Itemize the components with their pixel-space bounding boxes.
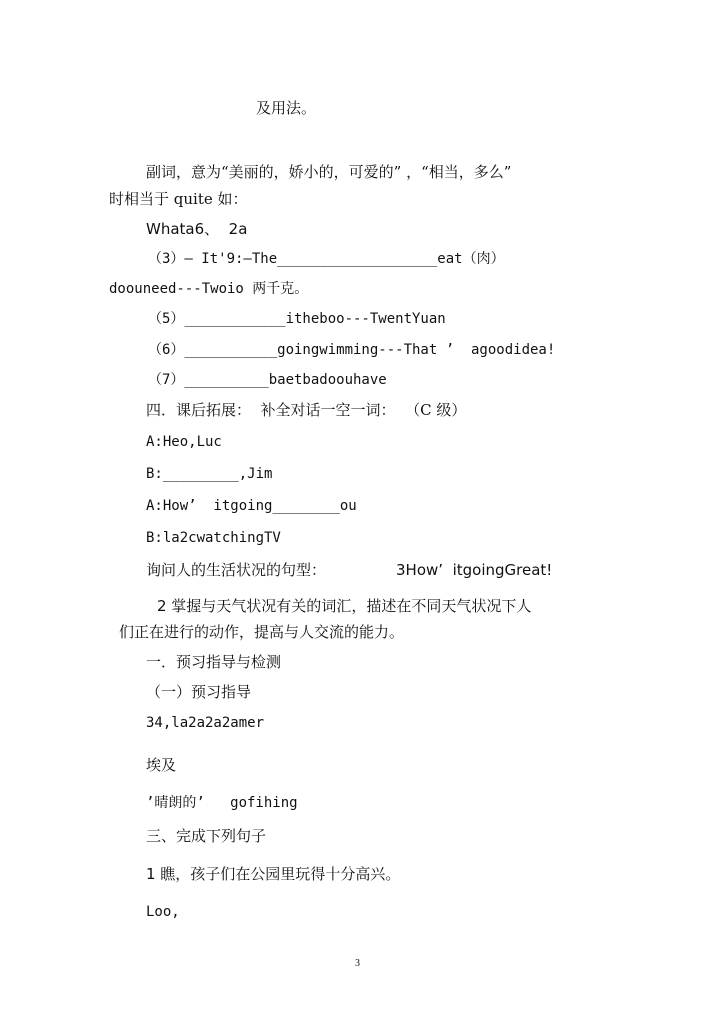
- text-line: 埃及: [146, 756, 177, 774]
- dialogue-line: A:How’ itgoing________ou: [146, 498, 357, 514]
- text-line: 及用法。: [256, 99, 317, 117]
- page-number: 3: [355, 958, 360, 969]
- text-line: Loo,: [146, 904, 180, 920]
- section-heading: 一．预习指导与检测: [146, 653, 282, 671]
- text-line: 时相当于 quite 如：: [109, 190, 248, 208]
- text-line: （5）____________itheboo---TwentYuan: [148, 311, 446, 327]
- section-heading: 四．课后拓展： 补全对话一空一词： （C 级）: [146, 401, 467, 419]
- dialogue-line: B:la2cwatchingTV: [146, 530, 281, 546]
- text-line: 们正在进行的动作，提高与人交流的能力。: [119, 623, 405, 641]
- text-line: （7）__________baetbadoouhave: [148, 372, 387, 388]
- text-line: doouneed---Twoio 两千克。: [109, 281, 309, 297]
- dialogue-line: A:Heo,Luc: [146, 434, 222, 450]
- text-line: （6）___________goingwimming---That ’ agoodidea!: [148, 342, 556, 358]
- text-line: 2 掌握与天气状况有关的词汇，描述在不同天气状况下人: [157, 597, 532, 615]
- text-line: Whata6、 2a: [146, 220, 248, 238]
- dialogue-line: B:_________,Jim: [146, 466, 273, 482]
- section-heading: 三、完成下列句子: [146, 827, 267, 845]
- text-line: （3）— It'9:—The___________________eat（肉）: [148, 251, 505, 267]
- text-line: 副词，意为“美丽的，娇小的，可爱的” ，“相当，多么”: [146, 163, 512, 181]
- text-line: 1 瞧，孩子们在公园里玩得十分高兴。: [146, 865, 401, 883]
- text-line: 34,la2a2a2amer: [146, 715, 265, 731]
- subsection-heading: （一）预习指导: [146, 683, 252, 701]
- text-line: 3How’ itgoingGreat!: [396, 561, 553, 579]
- text-line: ’晴朗的’ gofihing: [146, 795, 298, 811]
- text-line: 询问人的生活状况的句型：: [146, 561, 327, 579]
